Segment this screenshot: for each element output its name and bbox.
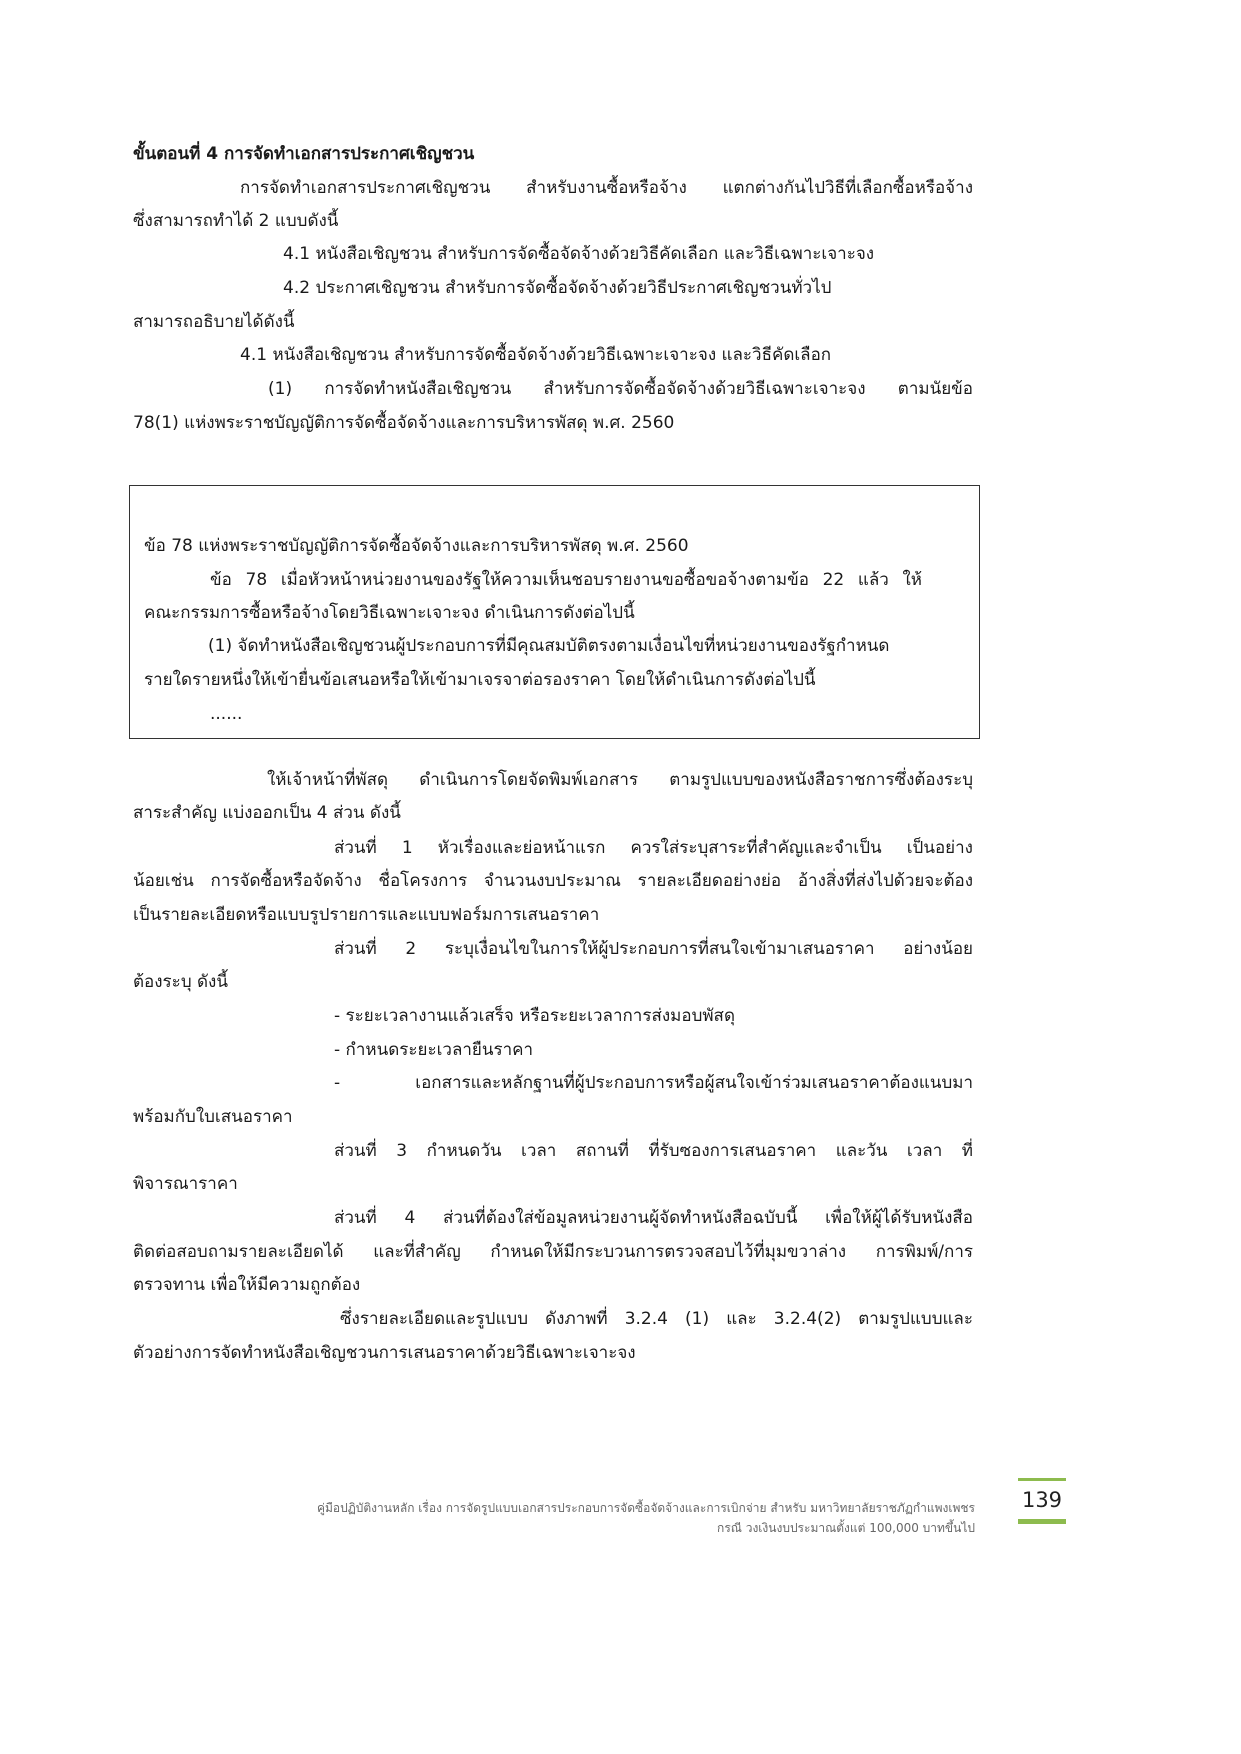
footer-manual-title: คู่มือปฏิบัติงานหลัก เรื่อง การจัดรูปแบบเอกสารประกอบการจัดซื้อจัดจ้างและการเบิกจ่าย สำหรับ มหาวิทยาลัยราชภัฏกำแพงเพชร — [316, 1501, 975, 1515]
body-line: พิจารณาราคา — [133, 1174, 238, 1194]
quote-line: (1) จัดทำหนังสือเชิญชวนผู้ประกอบการที่มีคุณสมบัติตรงตามเงื่อนไขที่หน่วยงานของรัฐกำหนด — [208, 636, 890, 656]
page-number: 139 — [1018, 1478, 1066, 1524]
body-line: ส่วนที่ 3 กำหนดวัน เวลา สถานที่ ที่รับซองการเสนอราคา และวัน เวลา ที่ — [334, 1141, 973, 1161]
body-line: น้อยเช่น การจัดซื้อหรือจัดจ้าง ชื่อโครงการ จำนวนงบประมาณ รายละเอียดอย่างย่อ อ้างสิ่งที่ส่งไปด้วยจะต้อง — [133, 871, 973, 891]
body-line: ส่วนที่ 2 ระบุเงื่อนไขในการให้ผู้ประกอบการที่สนใจเข้ามาเสนอราคา อย่างน้อย — [334, 939, 973, 959]
body-bullet: - กำหนดระยะเวลายืนราคา — [334, 1040, 534, 1060]
intro-line: 78(1) แห่งพระราชบัญญัติการจัดซื้อจัดจ้างและการบริหารพัสดุ พ.ศ. 2560 — [133, 413, 675, 433]
body-line: ติดต่อสอบถามรายละเอียดได้ และที่สำคัญ กำหนดให้มีกระบวนการตรวจสอบไว้ที่มุมขวาล่าง การพิมพ์/การ — [133, 1242, 973, 1262]
quote-line: รายใดรายหนึ่งให้เข้ายื่นข้อเสนอหรือให้เข้ามาเจรจาต่อรองราคา โดยให้ดำเนินการดังต่อไปนี้ — [144, 670, 816, 690]
intro-line: การจัดทำเอกสารประกาศเชิญชวน สำหรับงานซื้อหรือจ้าง แตกต่างกันไปวิธีที่เลือกซื้อหรือจ้าง — [240, 178, 973, 198]
body-line: ส่วนที่ 1 หัวเรื่องและย่อหน้าแรก ควรใส่ระบุสาระที่สำคัญและจำเป็น เป็นอย่าง — [334, 838, 973, 858]
body-line: ต้องระบุ ดังนี้ — [133, 972, 228, 992]
intro-line: สามารถอธิบายได้ดังนี้ — [133, 312, 295, 332]
body-line: ส่วนที่ 4 ส่วนที่ต้องใส่ข้อมูลหน่วยงานผู้จัดทำหนังสือฉบับนี้ เพื่อให้ผู้ได้รับหนังสือ — [334, 1208, 973, 1228]
body-line: สาระสำคัญ แบ่งออกเป็น 4 ส่วน ดังนี้ — [133, 803, 401, 823]
intro-line: ซึ่งสามารถทำได้ 2 แบบดังนี้ — [133, 211, 339, 231]
intro-line: 4.1 หนังสือเชิญชวน สำหรับการจัดซื้อจัดจ้างด้วยวิธีคัดเลือก และวิธีเฉพาะเจาะจง — [283, 244, 875, 264]
quote-line: คณะกรรมการซื้อหรือจ้างโดยวิธีเฉพาะเจาะจง ดำเนินการดังต่อไปนี้ — [144, 603, 635, 623]
intro-line: 4.1 หนังสือเชิญชวน สำหรับการจัดซื้อจัดจ้างด้วยวิธีเฉพาะเจาะจง และวิธีคัดเลือก — [240, 345, 832, 365]
footer-budget-note: กรณี วงเงินงบประมาณตั้งแต่ 100,000 บาทขึ้นไป — [717, 1521, 975, 1535]
body-line: ซึ่งรายละเอียดและรูปแบบ ดังภาพที่ 3.2.4 (1) และ 3.2.4(2) ตามรูปแบบและ — [340, 1309, 973, 1329]
body-line: ตรวจทาน เพื่อให้มีความถูกต้อง — [133, 1275, 361, 1295]
body-bullet: - ระยะเวลางานแล้วเสร็จ หรือระยะเวลาการส่งมอบพัสดุ — [334, 1006, 735, 1026]
quote-line: ข้อ 78 เมื่อหัวหน้าหน่วยงานของรัฐให้ความเห็นชอบรายงานขอซื้อขอจ้างตามข้อ 22 แล้ว ให้ — [210, 570, 922, 590]
intro-line: 4.2 ประกาศเชิญชวน สำหรับการจัดซื้อจัดจ้างด้วยวิธีประกาศเชิญชวนทั่วไป — [283, 278, 832, 298]
section-heading: ขั้นตอนที่ 4 การจัดทำเอกสารประกาศเชิญชวน — [133, 144, 475, 164]
quote-ellipsis: ...... — [210, 704, 243, 724]
body-line: ตัวอย่างการจัดทำหนังสือเชิญชวนการเสนอราคาด้วยวิธีเฉพาะเจาะจง — [133, 1343, 636, 1363]
body-bullet: - เอกสารและหลักฐานที่ผู้ประกอบการหรือผู้สนใจเข้าร่วมเสนอราคาต้องแนบมา — [334, 1073, 973, 1093]
body-line: ให้เจ้าหน้าที่พัสดุ ดำเนินการโดยจัดพิมพ์เอกสาร ตามรูปแบบของหนังสือราชการซึ่งต้องระบุ — [267, 770, 973, 790]
law-quote-box — [129, 485, 980, 739]
intro-line: (1) การจัดทำหนังสือเชิญชวน สำหรับการจัดซื้อจัดจ้างด้วยวิธีเฉพาะเจาะจง ตามนัยข้อ — [268, 379, 973, 399]
body-line: เป็นรายละเอียดหรือแบบรูปรายการและแบบฟอร์มการเสนอราคา — [133, 905, 600, 925]
body-line: พร้อมกับใบเสนอราคา — [133, 1107, 293, 1127]
quote-line: ข้อ 78 แห่งพระราชบัญญัติการจัดซื้อจัดจ้างและการบริหารพัสดุ พ.ศ. 2560 — [144, 536, 689, 556]
